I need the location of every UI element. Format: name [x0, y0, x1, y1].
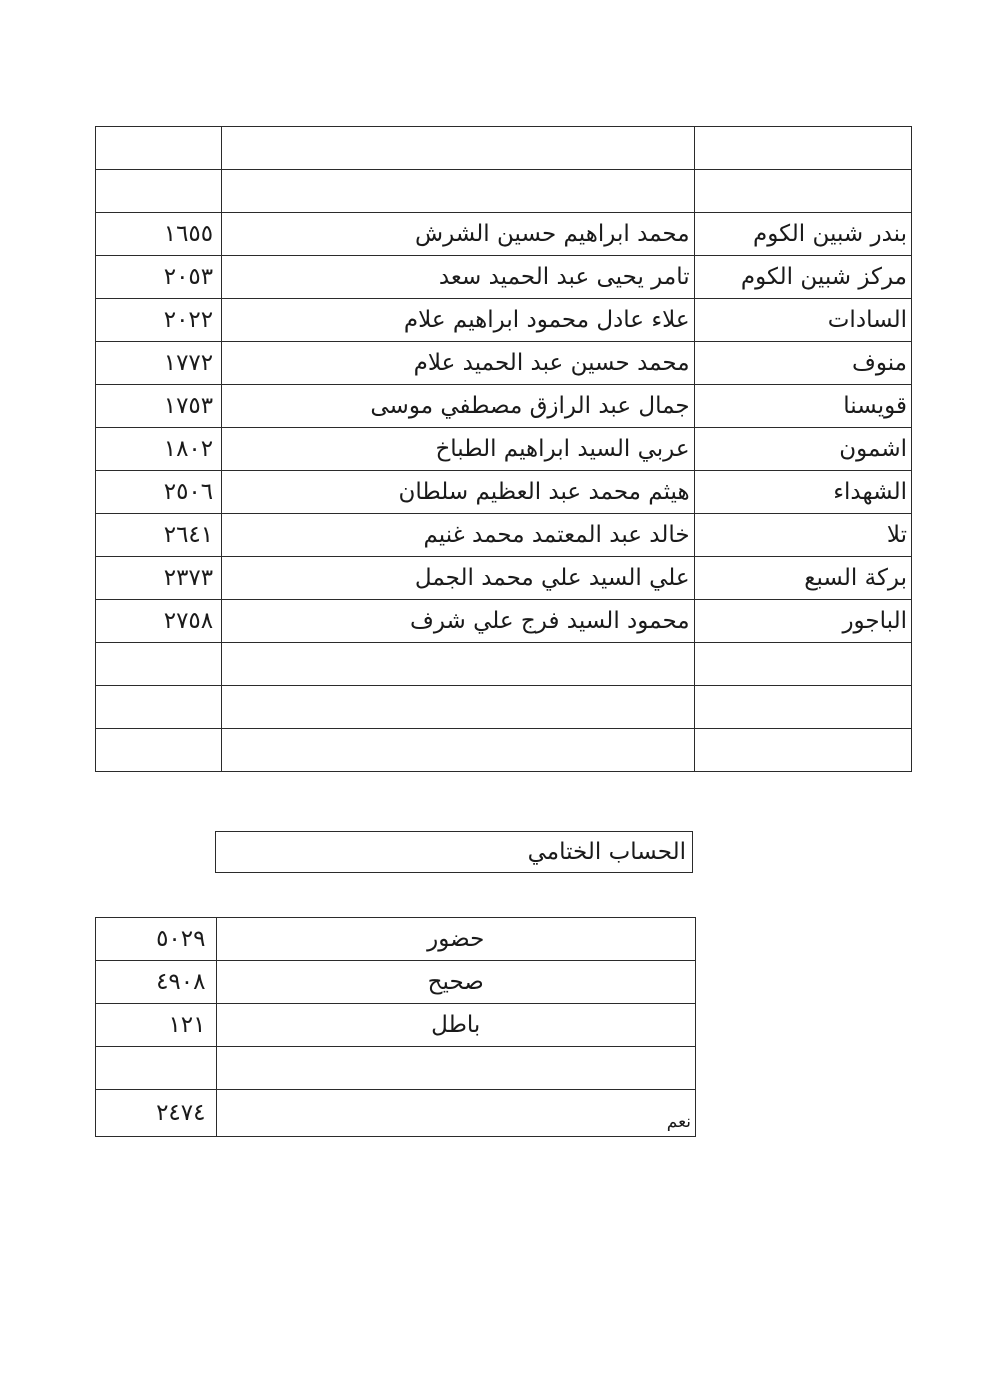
- candidate-name-cell: [222, 127, 694, 170]
- votes-cell: ٢٧٥٨: [96, 600, 222, 643]
- results-row: [96, 643, 912, 686]
- candidate-name-cell: تامر يحيى عبد الحميد سعد: [222, 256, 694, 299]
- candidate-name-cell: جمال عبد الرازق مصطفي موسى: [222, 385, 694, 428]
- district-cell: الشهداء: [694, 471, 911, 514]
- final-account-label: حضور: [216, 918, 696, 961]
- final-account-label: صحيح: [216, 961, 696, 1004]
- results-row: [96, 557, 912, 600]
- votes-cell: ١٧٧٢: [96, 342, 222, 385]
- votes-cell: [96, 170, 222, 213]
- candidate-name-cell: علاء عادل محمود ابراهيم علام: [222, 299, 694, 342]
- final-account-value: ١٢١: [96, 1004, 217, 1047]
- final-account-label: [216, 1047, 696, 1090]
- candidate-name-cell: [222, 686, 694, 729]
- final-account-row: [96, 961, 696, 1004]
- final-account-value: [96, 1047, 217, 1090]
- candidate-name-cell: [222, 729, 694, 772]
- district-cell: اشمون: [694, 428, 911, 471]
- votes-cell: ١٦٥٥: [96, 213, 222, 256]
- district-cell: بندر شبين الكوم: [694, 213, 911, 256]
- votes-cell: ٢٠٥٣: [96, 256, 222, 299]
- results-row: [96, 729, 912, 772]
- district-cell: مركز شبين الكوم: [694, 256, 911, 299]
- candidate-name-cell: علي السيد علي محمد الجمل: [222, 557, 694, 600]
- votes-cell: [96, 127, 222, 170]
- candidate-name-cell: [222, 170, 694, 213]
- district-cell: [694, 686, 911, 729]
- district-cell: السادات: [694, 299, 911, 342]
- votes-cell: [96, 729, 222, 772]
- votes-cell: ٢٣٧٣: [96, 557, 222, 600]
- results-row: [96, 471, 912, 514]
- district-cell: بركة السبع: [694, 557, 911, 600]
- candidate-name-cell: محمد ابراهيم حسين الشرش: [222, 213, 694, 256]
- candidate-name-cell: خالد عبد المعتمد محمد غنيم: [222, 514, 694, 557]
- district-cell: [694, 643, 911, 686]
- votes-cell: [96, 686, 222, 729]
- final-account-value: ٥٠٢٩: [96, 918, 217, 961]
- results-row: [96, 256, 912, 299]
- results-row: [96, 514, 912, 557]
- results-row: [96, 213, 912, 256]
- votes-cell: [96, 643, 222, 686]
- final-account-value: ٢٤٧٤: [96, 1090, 217, 1137]
- final-account-row: [96, 1047, 696, 1090]
- final-account-row: [96, 918, 696, 961]
- final-account-table: [95, 917, 696, 1137]
- votes-cell: ٢٥٠٦: [96, 471, 222, 514]
- candidate-name-cell: هيثم محمد عبد العظيم سلطان: [222, 471, 694, 514]
- district-cell: منوف: [694, 342, 911, 385]
- final-account-value: ٤٩٠٨: [96, 961, 217, 1004]
- final-account-row: [96, 1004, 696, 1047]
- results-table: [95, 126, 912, 772]
- votes-cell: ٢٠٢٢: [96, 299, 222, 342]
- final-account-label: باطل: [216, 1004, 696, 1047]
- district-cell: [694, 729, 911, 772]
- results-row: [96, 342, 912, 385]
- district-cell: قويسنا: [694, 385, 911, 428]
- votes-cell: ٢٦٤١: [96, 514, 222, 557]
- candidate-name-cell: محمد حسين عبد الحميد علام: [222, 342, 694, 385]
- candidate-name-cell: [222, 643, 694, 686]
- district-cell: تلا: [694, 514, 911, 557]
- candidate-name-cell: عربي السيد ابراهيم الطباخ: [222, 428, 694, 471]
- candidate-name-cell: محمود السيد فرج علي شرف: [222, 600, 694, 643]
- results-row: [96, 428, 912, 471]
- final-account-title: الحساب الختامي: [215, 831, 693, 873]
- votes-cell: ١٨٠٢: [96, 428, 222, 471]
- results-row: [96, 127, 912, 170]
- final-account-row: [96, 1090, 696, 1137]
- district-cell: [694, 127, 911, 170]
- results-row: [96, 686, 912, 729]
- results-row: [96, 600, 912, 643]
- results-row: [96, 170, 912, 213]
- results-row: [96, 385, 912, 428]
- final-account-label: نعم: [216, 1090, 696, 1137]
- results-row: [96, 299, 912, 342]
- district-cell: [694, 170, 911, 213]
- district-cell: الباجور: [694, 600, 911, 643]
- votes-cell: ١٧٥٣: [96, 385, 222, 428]
